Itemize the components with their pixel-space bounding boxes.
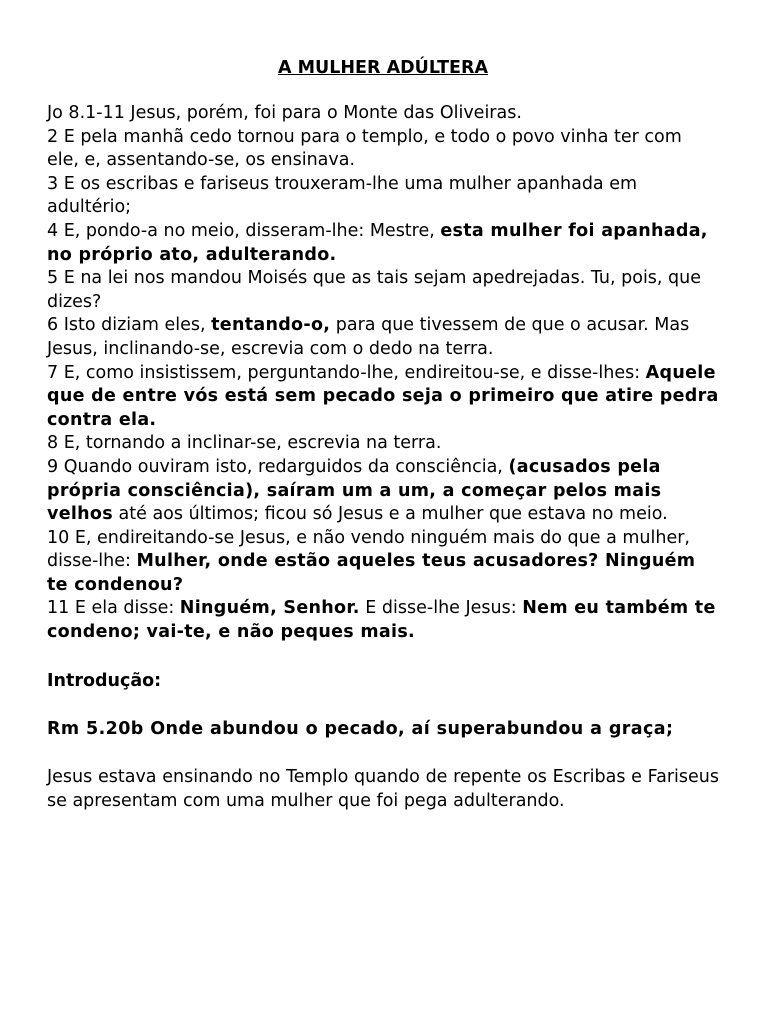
- verse-text: 10 E, endireitando-se Jesus, e não vendo ninguém mais do que a mulher, disse-lhe:: [47, 527, 690, 572]
- scripture-passage: [47, 102, 719, 645]
- verse-10: [47, 527, 719, 598]
- verse-1: [47, 102, 719, 126]
- document-title: A MULHER ADÚLTERA: [277, 58, 489, 78]
- verse-text: Jo 8.1-11 Jesus, porém, foi para o Monte das Oliveiras.: [47, 103, 522, 123]
- intro-heading: Introdução:: [47, 670, 162, 691]
- verse-4: [47, 220, 719, 267]
- verse-emphasis: (acusados pela própria consciência), saíram um a um, a começar pelos mais velhos: [47, 456, 662, 525]
- verse-text: 5 E na lei nos mandou Moisés que as tais sejam apedrejadas. Tu, pois, que dizes?: [47, 268, 702, 312]
- verse-2: [47, 126, 719, 173]
- verse-text: 6 Isto diziam eles,: [47, 315, 212, 336]
- verse-text: até aos últimos; ficou só Jesus e a mulher que estava no meio.: [112, 504, 668, 525]
- verse-9: [47, 456, 719, 527]
- verse-emphasis: Ninguém, Senhor.: [179, 598, 360, 619]
- verse-text: 2 E pela manhã cedo tornou para o templo, e todo o povo vinha ter com ele, e, assentando-se, os ensinava.: [47, 126, 682, 171]
- verse-text: 9 Quando ouviram isto, redarguidos da consciência,: [47, 456, 509, 477]
- verse-8: [47, 432, 719, 456]
- verse-11: [47, 597, 719, 644]
- verse-emphasis: esta mulher foi apanhada, no próprio ato, adulterando.: [47, 220, 708, 265]
- verse-text: 7 E, como insistissem, perguntando-lhe, endireitou-se, e disse-lhes:: [47, 362, 646, 383]
- verse-text: 4 E, pondo-a no meio, disseram-lhe: Mestre,: [47, 220, 441, 241]
- verse-text: para que tivessem de que o acusar. Mas Jesus, inclinando-se, escrevia com o dedo na terra.: [47, 315, 690, 359]
- verse-text: 3 E os escribas e fariseus trouxeram-lhe uma mulher apanhada em adultério;: [47, 173, 638, 218]
- verse-7: [47, 362, 719, 433]
- verse-emphasis: Nem eu também te condeno; vai-te, e não peques mais.: [47, 598, 716, 643]
- verse-text: 11 E ela disse:: [47, 598, 180, 619]
- verse-3: [47, 173, 719, 220]
- verse-emphasis: Mulher, onde estão aqueles teus acusadores? Ninguém te condenou?: [47, 551, 696, 595]
- verse-text: 8 E, tornando a inclinar-se, escrevia na terra.: [47, 433, 442, 454]
- verse-emphasis: tentando-o,: [211, 315, 331, 336]
- verse-text: E disse-lhe Jesus:: [359, 598, 523, 619]
- document-page: [47, 56, 719, 813]
- verse-emphasis: Aquele que de entre vós está sem pecado seja o primeiro que atire pedra contra ela.: [47, 362, 719, 430]
- verse-6: [47, 314, 719, 361]
- verse-5: [47, 267, 719, 314]
- body-paragraph: Jesus estava ensinando no Templo quando de repente os Escribas e Fariseus se apresentam com uma mulher que foi pega adulterando.: [47, 766, 719, 811]
- scripture-reference: Rm 5.20b Onde abundou o pecado, aí superabundou a graça;: [47, 718, 674, 739]
